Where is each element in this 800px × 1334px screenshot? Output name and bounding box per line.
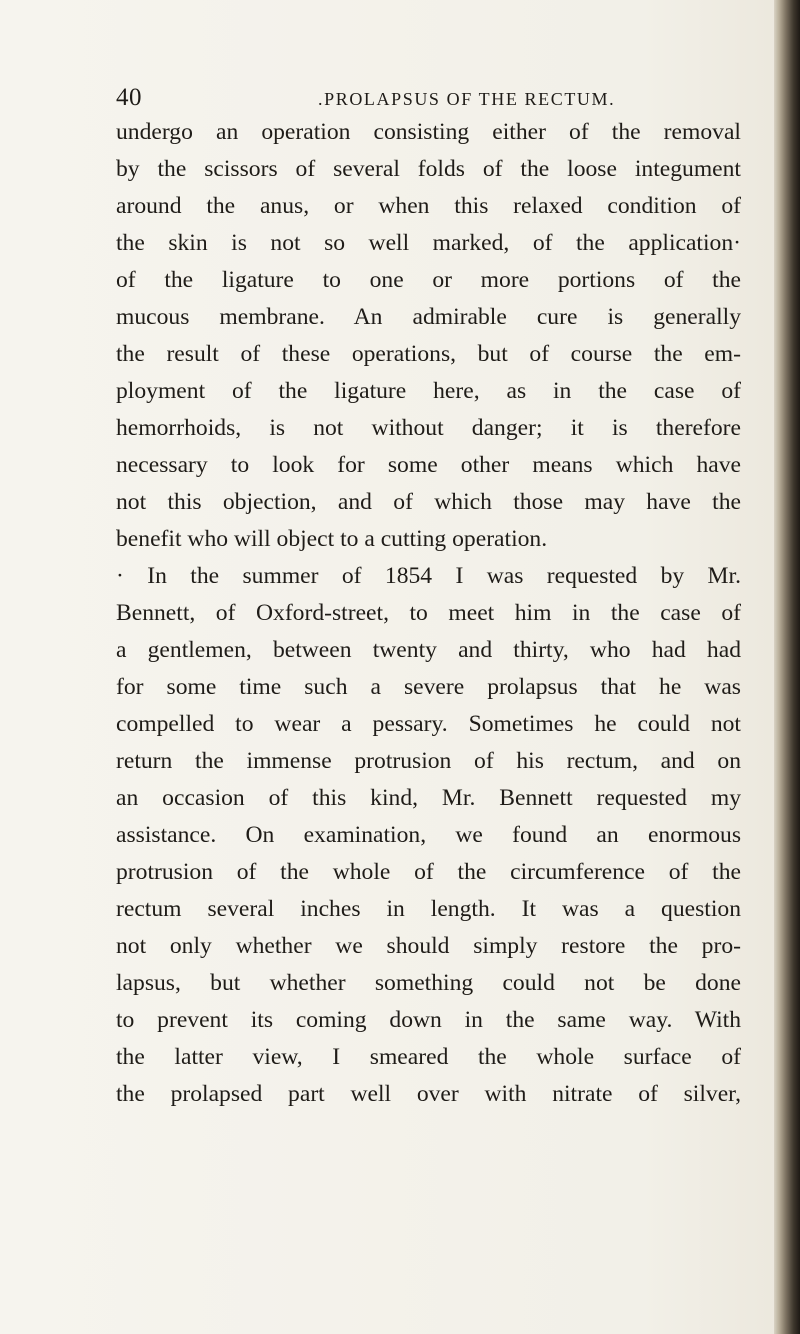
text-line: a gentlemen, between twenty and thirty, who had had [116, 637, 741, 663]
text-line: return the immense protrusion of his rectum, and on [116, 748, 741, 774]
text-line: by the scissors of several folds of the loose integument [116, 156, 741, 182]
text-line: not only whether we should simply restore the pro- [116, 933, 741, 959]
text-line: not this objection, and of which those may have the [116, 489, 741, 515]
page-header [116, 84, 736, 116]
text-line: for some time such a severe prolapsus that he was [116, 674, 741, 700]
text-line: to prevent its coming down in the same way. With [116, 1007, 741, 1033]
text-line: · In the summer of 1854 I was requested by Mr. [116, 563, 741, 589]
binding-edge [774, 0, 800, 1334]
text-line: undergo an operation consisting either of the removal [116, 119, 741, 145]
text-line: around the anus, or when this relaxed condition of [116, 193, 741, 219]
text-line: an occasion of this kind, Mr. Bennett requested my [116, 785, 741, 811]
text-line: of the ligature to one or more portions of the [116, 267, 741, 293]
text-line: Bennett, of Oxford-street, to meet him in the case of [116, 600, 741, 626]
running-head: .PROLAPSUS OF THE RECTUM. [318, 89, 616, 109]
body-text [116, 114, 741, 1113]
text-line: the result of these operations, but of course the em- [116, 341, 741, 367]
text-line: assistance. On examination, we found an enormous [116, 822, 741, 848]
text-line: compelled to wear a pessary. Sometimes he could not [116, 711, 741, 737]
text-line: rectum several inches in length. It was a question [116, 896, 741, 922]
text-line: mucous membrane. An admirable cure is generally [116, 304, 741, 330]
text-line: hemorrhoids, is not without danger; it is therefore [116, 415, 741, 441]
text-line: the latter view, I smeared the whole surface of [116, 1044, 741, 1070]
text-line: the prolapsed part well over with nitrate of silver, [116, 1081, 741, 1107]
text-line: the skin is not so well marked, of the application· [116, 230, 741, 256]
text-line: ployment of the ligature here, as in the case of [116, 378, 741, 404]
page-number: 40 [116, 84, 142, 111]
text-line: necessary to look for some other means which have [116, 452, 741, 478]
text-line: lapsus, but whether something could not be done [116, 970, 741, 996]
text-line: protrusion of the whole of the circumference of the [116, 859, 741, 885]
paragraph-end-line: benefit who will object to a cutting operation. [116, 526, 548, 552]
